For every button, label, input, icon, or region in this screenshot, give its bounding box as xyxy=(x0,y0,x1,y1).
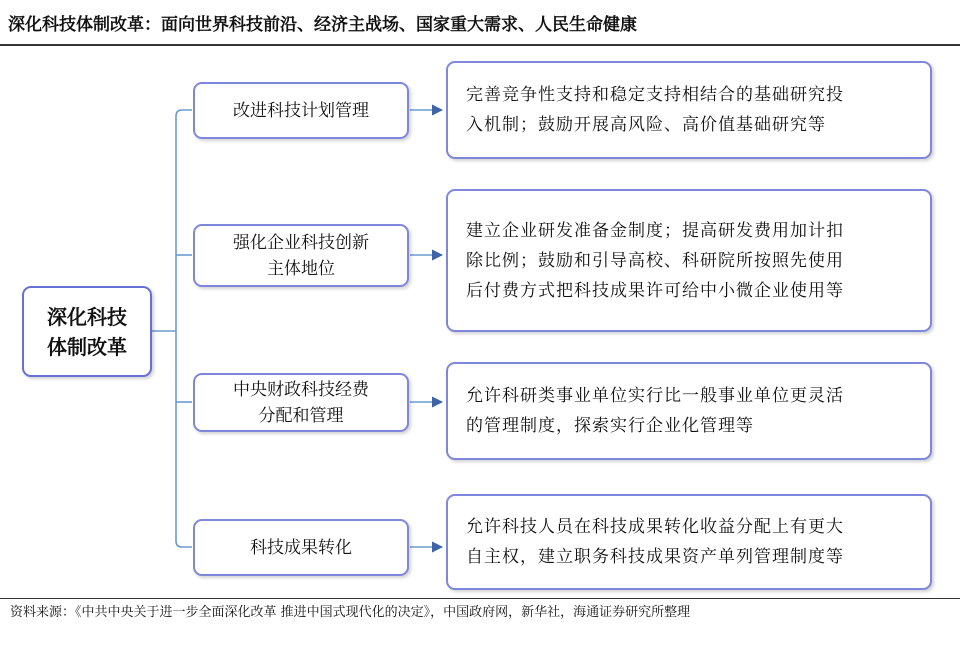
branch-node-1 xyxy=(193,82,409,139)
bottom-rule xyxy=(0,598,960,599)
detail-line1: 允许科研类事业单位实行比一般事业单位更灵活 xyxy=(466,386,844,406)
root-label-line1: 深化科技 xyxy=(47,304,127,329)
spine-line xyxy=(176,110,192,547)
figure-title: 深化科技体制改革：面向世界科技前沿、经济主战场、国家重大需求、人民生命健康 xyxy=(8,15,637,35)
branch-node-2 xyxy=(193,224,409,287)
branch-label-line1: 中央财政科技经费 xyxy=(233,379,369,400)
detail-line1: 允许科技人员在科技成果转化收益分配上有更大 xyxy=(466,517,844,537)
detail-line2: 自主权，建立职务科技成果资产单列管理制度等 xyxy=(466,547,844,567)
branch-label-line1: 强化企业科技创新 xyxy=(233,232,369,253)
detail-line1: 建立企业研发准备金制度；提高研发费用加计扣 xyxy=(466,220,844,241)
branch-node-3 xyxy=(193,373,409,432)
detail-line2: 的管理制度，探索实行企业化管理等 xyxy=(466,416,754,436)
detail-line3: 后付费方式把科技成果许可给中小微企业使用等 xyxy=(466,280,844,301)
detail-line1: 完善竞争性支持和稳定支持相结合的基础研究投 xyxy=(466,85,844,105)
detail-node-4 xyxy=(446,494,932,590)
detail-node-1 xyxy=(446,61,932,159)
detail-node-2 xyxy=(446,189,932,332)
detail-line2: 入机制；鼓励开展高风险、高价值基础研究等 xyxy=(466,115,826,135)
detail-node-3 xyxy=(446,362,932,460)
branch-label-line2: 分配和管理 xyxy=(258,405,344,426)
root-label-line2: 体制改革 xyxy=(47,334,127,359)
source-note: 资料来源：《中共中央关于进一步全面深化改革 推进中国式现代化的决定》，中国政府网，新华社，海通证券研究所整理 xyxy=(10,605,691,620)
branch-label-line1: 科技成果转化 xyxy=(250,537,352,558)
branch-label-line2: 主体地位 xyxy=(267,258,335,279)
root-node xyxy=(22,286,152,377)
branch-node-4 xyxy=(193,519,409,576)
detail-line2: 除比例；鼓励和引导高校、科研院所按照先使用 xyxy=(466,250,844,271)
branch-label-line1: 改进科技计划管理 xyxy=(233,100,369,121)
